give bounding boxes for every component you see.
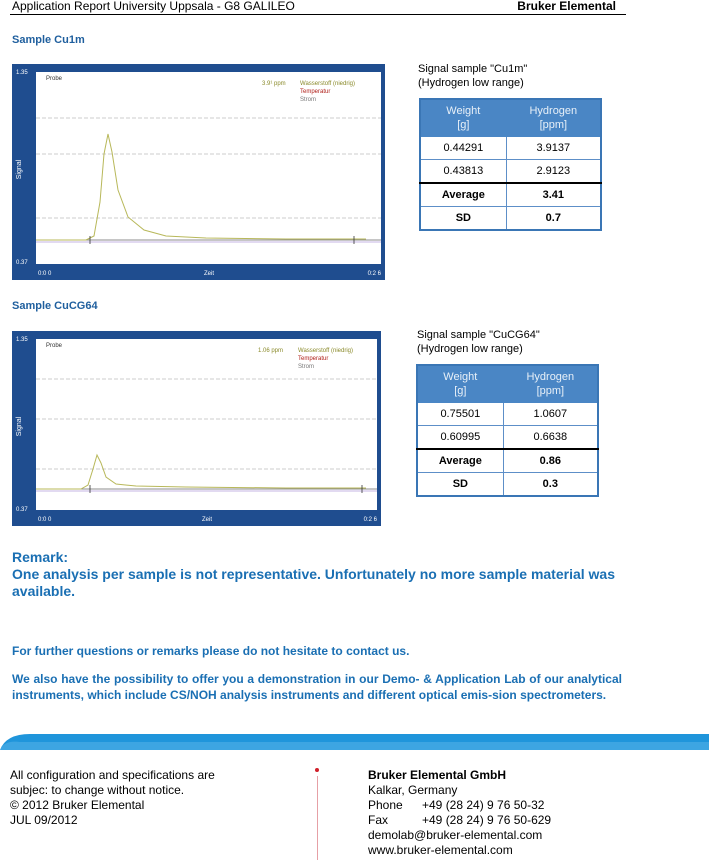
caption-line: (Hydrogen low range) <box>417 343 523 355</box>
footer-line: All configuration and specifications are <box>10 768 215 782</box>
footer-contact <box>368 768 551 858</box>
x-start-label: 0:0 0 <box>38 517 52 523</box>
plot-area <box>36 339 377 510</box>
chart-legend <box>300 80 355 104</box>
average-row: Average 0.86 <box>417 449 598 473</box>
table-header-row <box>420 99 601 137</box>
remark-title: Remark: <box>12 549 69 565</box>
signal-chart <box>12 64 385 280</box>
x-axis-label: Zeit <box>202 517 213 523</box>
x-end-label: 0:2 6 <box>363 517 377 523</box>
y-axis-label: Signal <box>16 416 24 437</box>
table-row: 0.43813 2.9123 <box>420 160 601 184</box>
weight-header: Weight [g] <box>417 365 503 403</box>
x-end-label: 0:2 6 <box>367 271 381 277</box>
fax-line: Fax +49 (28 24) 9 76 50-629 <box>368 813 552 827</box>
footer-line: JUL 09/2012 <box>10 813 78 827</box>
peak-value: 3.9¹ ppm <box>262 81 286 87</box>
table-caption <box>418 62 527 90</box>
caption-line: Signal sample "CuCG64" <box>417 329 540 341</box>
x-start-label: 0:0 0 <box>38 271 52 277</box>
brand-name: Bruker Elemental <box>517 0 616 13</box>
footer-line: subjec: to change without notice. <box>10 783 185 797</box>
legend-item: Strom <box>300 97 317 103</box>
remark-text: One analysis per sample is not representative. Unfortunately no more sample material was available. <box>12 566 615 599</box>
legend-item: Wasserstoff (niedrig) <box>298 348 354 354</box>
chart-legend <box>298 347 353 371</box>
y-min-label: 0.37 <box>16 507 28 513</box>
remark-block <box>12 549 662 600</box>
y-min-label: 0.37 <box>16 260 28 266</box>
probe-label: Probe <box>46 343 63 349</box>
email-link[interactable]: demolab@bruker-elemental.com <box>368 828 543 842</box>
weight-header: Weight [g] <box>420 99 506 137</box>
y-axis-label: Signal <box>16 159 24 180</box>
signal-chart <box>12 331 381 526</box>
y-max-label: 1.35 <box>16 70 28 76</box>
caption-line: Signal sample "Cu1m" <box>418 63 528 75</box>
footer-divider <box>317 776 318 860</box>
footer-line: © 2012 Bruker Elemental <box>10 798 145 812</box>
report-title: Application Report University Uppsala - G8 GALILEO <box>12 0 295 13</box>
table-row: 0.60995 0.6638 <box>417 426 598 450</box>
company-city: Kalkar, Germany <box>368 783 458 797</box>
demo-paragraph: We also have the possibility to offer you a demonstration in our Demo- & Application Lab of our analytical instruments, which include CS/NOH analysis instruments and different optical emis-sion spectrometers. <box>12 672 622 702</box>
results-table <box>419 98 602 231</box>
sample-title: Sample CuCG64 <box>12 300 98 312</box>
table-row: 0.75501 1.0607 <box>417 403 598 426</box>
average-row: Average 3.41 <box>420 183 601 207</box>
x-axis-label: Zeit <box>204 271 215 277</box>
caption-line: (Hydrogen low range) <box>418 77 524 89</box>
footer-disclaimer <box>10 768 215 828</box>
hydrogen-header: Hydrogen [ppm] <box>503 365 598 403</box>
contact-paragraph: For further questions or remarks please do not hesitate to contact us. <box>12 644 410 658</box>
results-table <box>416 364 599 497</box>
red-dot-icon <box>315 768 319 772</box>
table-caption <box>417 328 540 356</box>
legend-item: Temperatur <box>300 89 331 95</box>
website-link[interactable]: www.bruker-elemental.com <box>368 843 513 857</box>
legend-item: Temperatur <box>298 356 329 362</box>
footer-wave <box>0 728 709 750</box>
company-name: Bruker Elemental GmbH <box>368 768 507 782</box>
probe-label: Probe <box>46 76 63 82</box>
y-max-label: 1.35 <box>16 337 28 343</box>
sd-row: SD 0.7 <box>420 207 601 231</box>
table-header-row <box>417 365 598 403</box>
peak-value: 1.06 ppm <box>258 348 284 354</box>
sd-row: SD 0.3 <box>417 473 598 497</box>
table-row: 0.44291 3.9137 <box>420 137 601 160</box>
sample-title: Sample Cu1m <box>12 34 85 46</box>
legend-item: Strom <box>298 364 315 370</box>
hydrogen-header: Hydrogen [ppm] <box>506 99 601 137</box>
page-header <box>10 0 626 15</box>
phone-line: Phone +49 (28 24) 9 76 50-32 <box>368 798 545 812</box>
legend-item: Wasserstoff (niedrig) <box>300 81 356 87</box>
plot-area <box>36 72 381 264</box>
